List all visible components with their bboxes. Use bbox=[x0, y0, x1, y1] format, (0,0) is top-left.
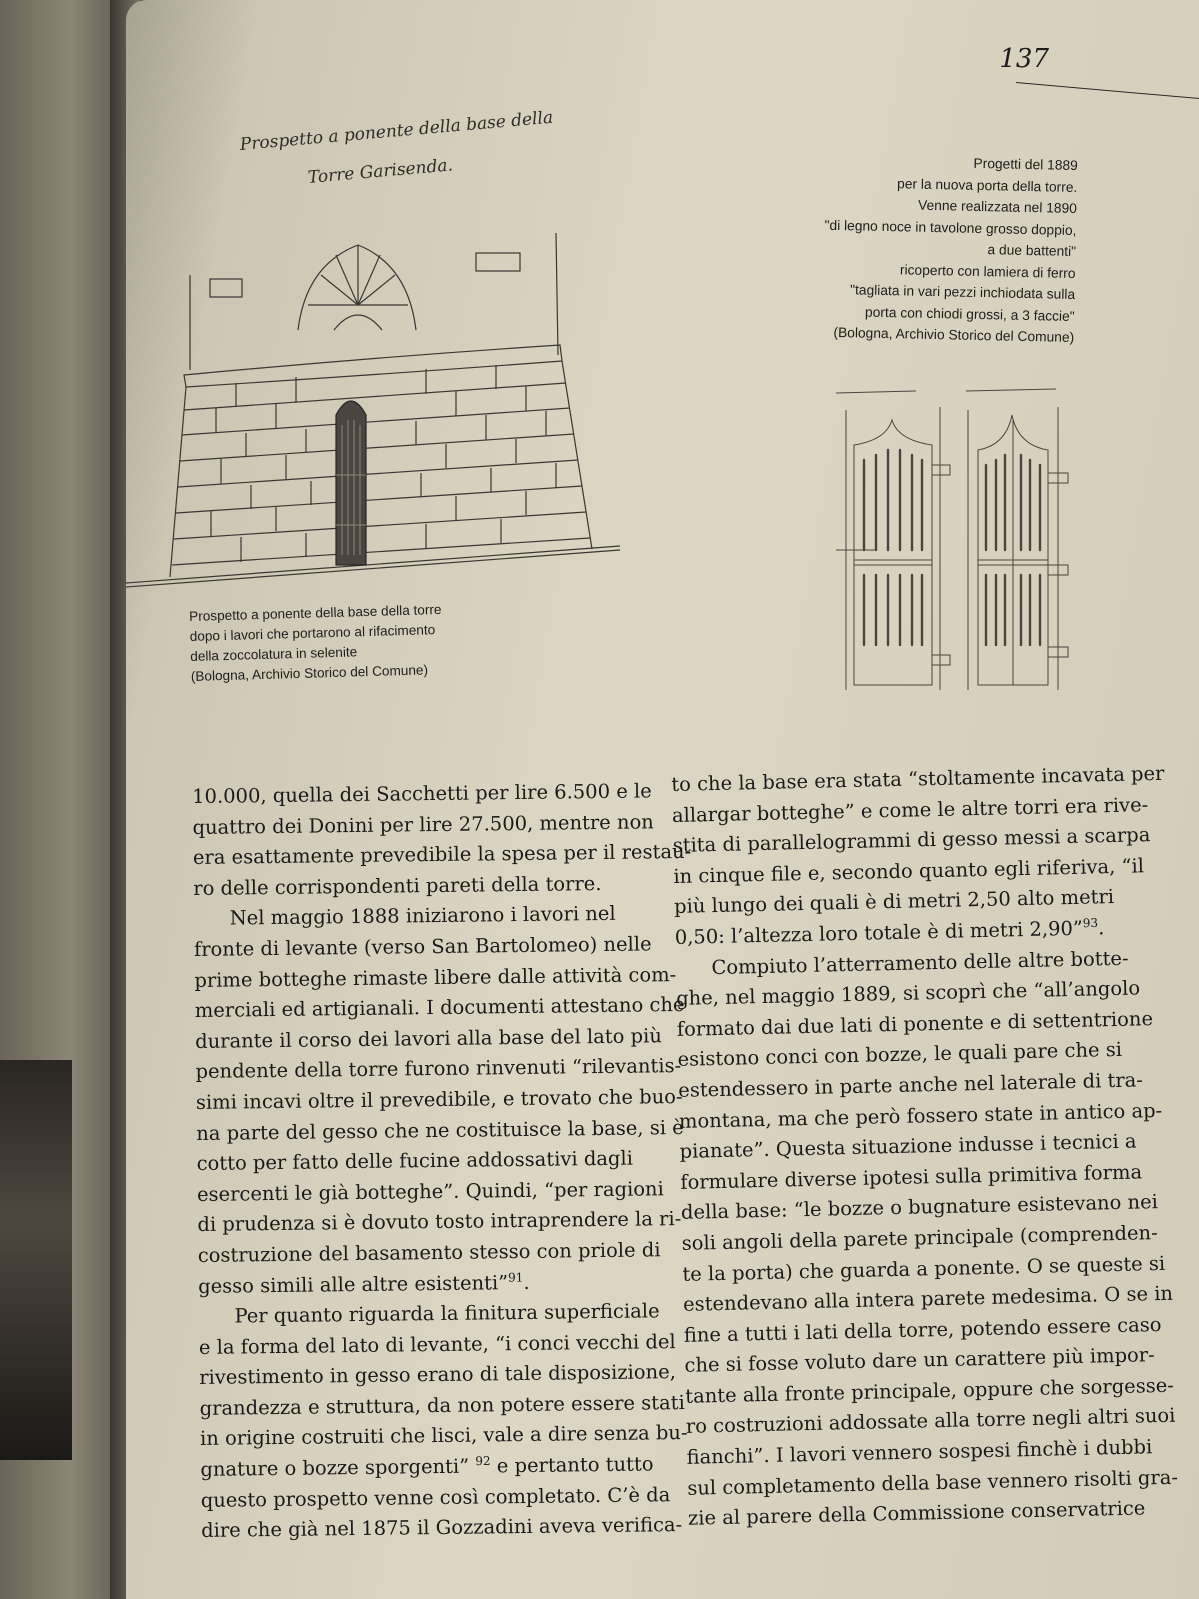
text-line: della base: “le bozze o bugnature esistevano nei bbox=[680, 1190, 1159, 1225]
text-line: questo prospetto venne così completato. C’è da bbox=[200, 1482, 671, 1512]
text-fragment: e pertanto tutto bbox=[490, 1452, 654, 1478]
text-line: più lungo dei quali è di metri 2,50 alto metri bbox=[673, 885, 1115, 919]
text-line: soli angoli della parete principale (comprenden- bbox=[681, 1220, 1158, 1255]
text-line: formato dai due lati di ponente e di settentrione bbox=[676, 1006, 1154, 1041]
text-line: era esattamente prevedibile la spesa per il restau- bbox=[192, 840, 692, 870]
text-line: merciali ed artigianali. I documenti attestano che bbox=[194, 993, 685, 1023]
caption-line: per la nuova porta della torre. bbox=[896, 175, 1078, 195]
caption-line: dopo i lavori che portarono al rifacimento bbox=[189, 622, 436, 645]
drawing-handwritten-title-line-2: Torre Garisenda. bbox=[307, 155, 454, 188]
text-line: che si fosse voluto dare un carattere più impor- bbox=[684, 1343, 1155, 1378]
text-line: prime botteghe rimaste libere dalle attività com- bbox=[194, 962, 677, 992]
text-line: te la porta) che guarda a ponente. O se queste si bbox=[682, 1251, 1166, 1286]
text-line: esercenti le già botteghe”. Quindi, “per ragioni bbox=[196, 1176, 664, 1206]
text-line: fronte di levante (verso San Bartolomeo) nelle bbox=[193, 932, 652, 961]
door-design-drawings bbox=[816, 385, 1096, 700]
text-line: in origine costruiti che lisci, vale a dire senza bu- bbox=[199, 1421, 688, 1451]
book-page bbox=[126, 0, 1199, 1599]
text-line: zie al parere della Commissione conservatrice bbox=[687, 1496, 1146, 1531]
text-fragment: 0,50: l’altezza loro totale è di metri 2,90” bbox=[674, 916, 1084, 949]
text-fragment: gnature o bozze sporgenti” bbox=[200, 1454, 470, 1482]
body-column-right bbox=[671, 760, 1179, 1534]
text-line: fine a tutti i lati della torre, potendo essere caso bbox=[683, 1312, 1162, 1347]
text-line: na parte del gesso che ne costituisce la base, si è bbox=[196, 1115, 684, 1145]
text-line: 0,50: l’altezza loro totale è di metri 2,90”$^{93}$. bbox=[674, 915, 1105, 949]
tower-base-drawing bbox=[126, 125, 626, 605]
text-line: rivestimento in gesso erano di tale disposizione, bbox=[199, 1360, 676, 1390]
text-line: estendessero in parte anche nel laterale di tra- bbox=[678, 1068, 1144, 1102]
body-column-left bbox=[192, 777, 692, 1547]
text-line: Per quanto riguarda la finitura superficiale bbox=[234, 1299, 660, 1328]
footnote-ref-92: 92 bbox=[475, 1453, 491, 1469]
right-figure-caption bbox=[774, 149, 1078, 349]
text-line bbox=[200, 1450, 654, 1486]
previous-page-photo bbox=[0, 1060, 72, 1460]
header-rule bbox=[1016, 82, 1199, 100]
text-line: esistono conci con bozze, le quali pare che si bbox=[677, 1038, 1123, 1072]
caption-line: Prospetto a ponente della base della torre bbox=[188, 601, 442, 625]
text-line: costruzione del basamento stesso con priole di bbox=[197, 1238, 661, 1267]
page-number: 137 bbox=[999, 44, 1049, 74]
caption-line: ricoperto con lamiera di ferro bbox=[899, 261, 1076, 281]
text-line: estendevano alla intera parete medesima. O se in bbox=[682, 1281, 1174, 1316]
text-line: in cinque file e, secondo quanto egli riferiva, “il bbox=[673, 854, 1145, 888]
text-line: quattro dei Donini per lire 27.500, mentre non bbox=[192, 809, 654, 839]
text-line: Nel maggio 1888 iniziarono i lavori nel bbox=[229, 902, 616, 930]
text-line: e la forma del lato di levante, “i conci vecchi del bbox=[198, 1329, 676, 1359]
text-line: to che la base era stata “stoltamente incavata per bbox=[671, 761, 1165, 796]
text-line: grandezza e struttura, da non potere essere stati bbox=[199, 1390, 685, 1420]
caption-line: (Bologna, Archivio Storico del Comune) bbox=[190, 662, 429, 684]
text-line: Compiuto l’atterramento delle altre botte- bbox=[711, 946, 1129, 979]
text-line: formulare diverse ipotesi sulla primitiva forma bbox=[680, 1160, 1143, 1194]
text-line: ro delle corrispondenti pareti della torre. bbox=[193, 871, 602, 900]
text-line: pianate”. Questa situazione indusse i tecnici a bbox=[679, 1129, 1137, 1164]
footnote-ref-91: 91 bbox=[507, 1269, 524, 1285]
text-line: pendente della torre furono rinvenuti “rilevantis- bbox=[195, 1054, 682, 1084]
text-line: sul completamento della base vennero risolti gra- bbox=[687, 1465, 1179, 1500]
text-line: tante alla fronte principale, oppure che sorgesse- bbox=[684, 1373, 1175, 1408]
text-fragment: gesso simili alle altre esistenti” bbox=[198, 1270, 509, 1298]
drawing-handwritten-title-line-1: Prospetto a ponente della base della bbox=[239, 107, 554, 155]
text-line: ro costruzioni addossate alla torre negli altri suoi bbox=[685, 1404, 1176, 1439]
caption-line: porta con chiodi grossi, a 3 faccie" bbox=[864, 304, 1075, 324]
text-line: ghe, nel maggio 1889, si scoprì che “all’angolo bbox=[675, 976, 1141, 1011]
caption-line: Venne realizzata nel 1890 bbox=[917, 197, 1078, 217]
left-figure-caption bbox=[189, 599, 491, 687]
caption-line: Progetti del 1889 bbox=[973, 155, 1078, 174]
caption-line: "tagliata in vari pezzi inchiodata sulla bbox=[849, 282, 1076, 302]
caption-line: "di legno noce in tavolone grosso doppio, bbox=[824, 217, 1077, 238]
text-line: stita di parallelogrammi di gesso messi a scarpa bbox=[672, 823, 1151, 858]
text-line: gesso simili alle altre esistenti”$^{91}$. bbox=[198, 1269, 530, 1298]
text-line: simi incavi oltre il prevedibile, e trovato che buo- bbox=[195, 1084, 683, 1114]
caption-line: (Bologna, Archivio Storico del Comune) bbox=[833, 324, 1075, 345]
caption-line: della zoccolatura in selenite bbox=[190, 644, 358, 664]
text-line: 10.000, quella dei Sacchetti per lire 6.500 e le bbox=[192, 779, 652, 808]
footnote-ref-93: 93 bbox=[1082, 915, 1099, 931]
text-line: cotto per fatto delle fucine addossativi dagli bbox=[196, 1146, 634, 1176]
text-line: di prudenza si è dovuto tosto intraprendere la ri- bbox=[197, 1207, 682, 1237]
text-line: dire che già nel 1875 il Gozzadini aveva verifica- bbox=[201, 1513, 683, 1543]
text-line: fianchi”. I lavori vennero sospesi finchè i dubbi bbox=[686, 1435, 1153, 1469]
text-line: allargar botteghe” e come le altre torri era rive- bbox=[671, 792, 1149, 827]
text-line: montana, ma che però fossero state in antico ap- bbox=[678, 1098, 1163, 1133]
caption-line: a due battenti" bbox=[987, 242, 1077, 259]
text-line: durante il corso dei lavori alla base del lato più bbox=[195, 1024, 662, 1053]
